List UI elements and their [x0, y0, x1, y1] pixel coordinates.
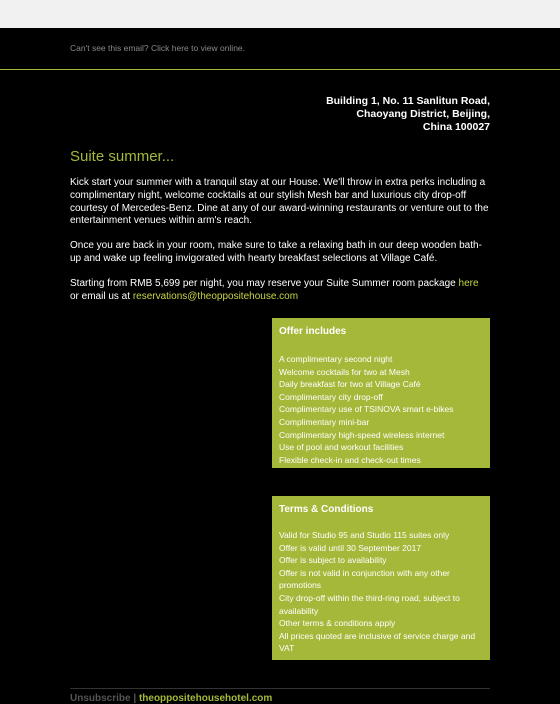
view-online-link[interactable]: Can't see this email? Click here to view online.	[70, 43, 246, 53]
offer-item: Complimentary city drop-off	[279, 391, 383, 402]
address-line-3: China 100027	[422, 121, 490, 133]
terms-item: Offer is not valid in conjunction with any other promotions	[279, 567, 450, 591]
address-line-1: Building 1, No. 11 Sanlitun Road,	[326, 95, 490, 107]
offer-item: Welcome cocktails for two at Mesh	[279, 366, 410, 377]
terms-item: Offer is valid until 30 September 2017	[279, 542, 422, 553]
footer-separator: |	[130, 693, 139, 704]
reservation-email-link[interactable]: reservations@theoppositehouse.com	[132, 290, 299, 302]
terms-box	[272, 496, 490, 660]
offer-item: Complimentary mini-bar	[279, 416, 370, 427]
terms-item: Valid for Studio 95 and Studio 115 suites only	[279, 530, 450, 540]
footer	[70, 693, 272, 704]
offer-box	[272, 318, 490, 468]
website-link[interactable]: theoppositehousehotel.com	[138, 693, 273, 704]
address-line-2: Chaoyang District, Beijing,	[356, 108, 490, 120]
offer-list	[279, 353, 483, 466]
offer-title: Offer includes	[279, 326, 347, 337]
reservation-text-2: or email us at	[70, 290, 133, 302]
header-divider	[0, 69, 560, 70]
terms-item: Other terms & conditions apply	[279, 618, 396, 629]
reserve-here-link[interactable]: here	[458, 278, 479, 289]
room-paragraph: Once you are back in your room, make sure to take a relaxing bath in our deep wooden bath-up and wake up feeling invigorated with hearty breakfast selections at Village Café.	[70, 240, 482, 264]
offer-item: Complimentary use of TSINOVA smart e-bikes	[279, 404, 454, 415]
offer-item: A complimentary second night	[279, 354, 393, 364]
terms-title: Terms & Conditions	[279, 504, 374, 515]
headline: Suite summer...	[70, 148, 175, 165]
reservation-paragraph	[70, 278, 490, 304]
top-strip	[0, 0, 560, 28]
offer-item: Use of pool and workout facilities	[279, 442, 404, 453]
terms-item: Offer is subject to availability	[279, 555, 387, 566]
hotel-address	[190, 95, 490, 134]
offer-item: Daily breakfast for two at Village Café	[279, 379, 421, 390]
reservation-text-1: Starting from RMB 5,699 per night, you may reserve your Suite Summer room package	[70, 278, 459, 289]
terms-item: All prices quoted are inclusive of service charge and VAT	[279, 630, 476, 654]
terms-item: City drop-off within the third-ring road, subject to availability	[279, 592, 460, 616]
offer-item: Flexible check-in and check-out times	[279, 454, 421, 465]
unsubscribe-link[interactable]: Unsubscribe	[70, 693, 131, 704]
footer-divider	[70, 688, 490, 689]
intro-paragraph: Kick start your summer with a tranquil stay at our House. We'll throw in extra perks including a complimentary night, welcome cocktails at our stylish Mesh bar and luxurious city drop-off courtesy of Mercedes-Benz. Dine at any of our award-winning restaurants or venture out to the entertainment venues within arm's reach.	[70, 177, 489, 227]
offer-item: Complimentary high-speed wireless internet	[279, 429, 445, 440]
terms-list	[279, 529, 483, 655]
